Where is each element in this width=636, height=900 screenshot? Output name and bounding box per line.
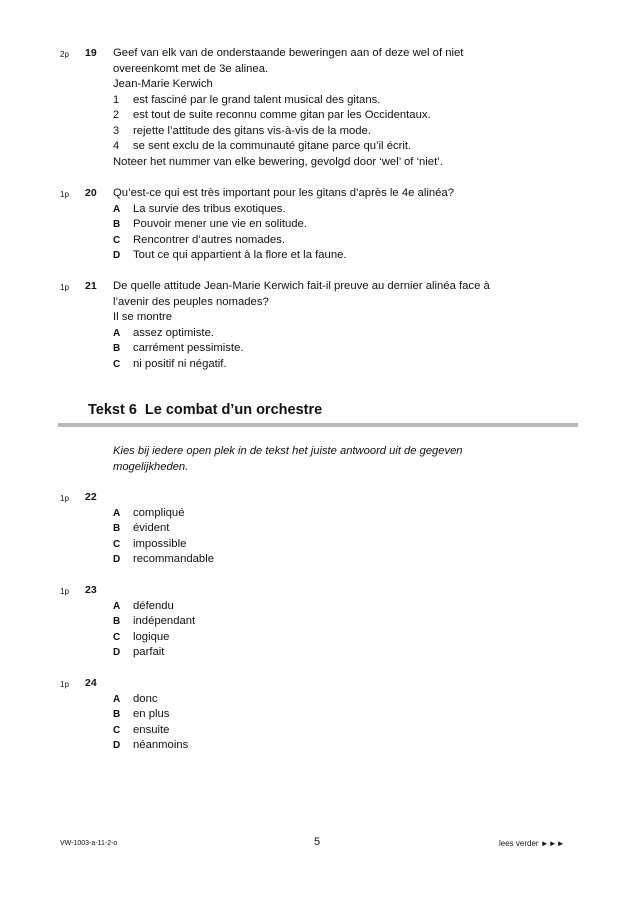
answer-option	[113, 692, 553, 708]
question-text-line: overeenkomt met de 3e alinea.	[113, 62, 269, 75]
question-number: 24	[85, 677, 97, 689]
answer-option	[113, 630, 553, 646]
option-letter: D	[113, 740, 121, 751]
question-text-line: l’avenir des peuples nomades?	[113, 295, 269, 308]
option-text: assez optimiste.	[133, 326, 214, 339]
statement	[113, 124, 553, 140]
question-body	[113, 46, 553, 170]
option-text: logique	[133, 630, 170, 643]
question-text-line: De quelle attitude Jean-Marie Kerwich fait-il preuve au dernier alinéa face à	[113, 280, 490, 292]
section-divider	[58, 423, 578, 427]
statement-number: 1	[113, 93, 120, 106]
answer-option	[113, 552, 553, 568]
question-body	[113, 599, 553, 661]
statement-number: 2	[113, 109, 120, 121]
section-title	[88, 402, 322, 418]
question-number: 21	[85, 280, 97, 292]
section-label: Tekst 6	[88, 402, 137, 418]
points-label: 1p	[60, 283, 69, 292]
option-letter: C	[113, 724, 121, 736]
question-text-line: Il se montre	[113, 311, 173, 323]
points-label: 1p	[60, 587, 69, 596]
option-letter: A	[113, 507, 121, 519]
option-letter: B	[113, 219, 121, 230]
statement	[113, 139, 553, 155]
answer-option	[113, 506, 553, 522]
option-letter: B	[113, 616, 121, 627]
option-text: Tout ce qui appartient à la flore et la faune.	[133, 249, 347, 261]
option-text: néanmoins	[133, 739, 189, 751]
option-text: évident	[133, 522, 170, 534]
answer-option	[113, 233, 553, 249]
option-letter: D	[113, 647, 121, 658]
option-text: parfait	[133, 646, 165, 658]
option-text: impossible	[133, 537, 187, 550]
statement-text: rejette l’attitude des gitans vis-à-vis de la mode.	[133, 124, 371, 137]
answer-option	[113, 537, 553, 553]
option-letter: A	[113, 600, 121, 612]
answer-option	[113, 326, 553, 342]
statement	[113, 108, 553, 124]
option-letter: D	[113, 250, 121, 261]
option-letter: B	[113, 343, 121, 354]
option-letter: D	[113, 554, 121, 565]
option-letter: A	[113, 327, 121, 339]
answer-option	[113, 723, 553, 739]
option-letter: A	[113, 693, 121, 705]
option-letter: A	[113, 203, 121, 215]
option-letter: C	[113, 631, 121, 643]
option-letter: B	[113, 523, 121, 534]
page-number: 5	[314, 836, 321, 848]
points-label: 1p	[60, 190, 69, 199]
option-text: La survie des tribus exotiques.	[133, 202, 286, 215]
answer-option	[113, 645, 553, 661]
instruction-note: Noteer het nummer van elke bewering, gevolgd door ‘wel’ of ‘niet’.	[113, 155, 443, 168]
option-text: en plus	[133, 708, 170, 720]
question-number: 19	[85, 47, 97, 59]
question-number: 22	[85, 491, 97, 503]
answer-option	[113, 521, 553, 537]
answer-option	[113, 357, 553, 373]
continue-label: lees verder ►►►	[499, 839, 565, 848]
exam-code: VW-1003-a-11-2-o	[60, 840, 118, 847]
option-text: indépendant	[133, 615, 196, 627]
option-letter: B	[113, 709, 121, 720]
statement-number: 3	[113, 124, 120, 137]
question-body	[113, 279, 553, 372]
section-heading: Le combat d’un orchestre	[144, 402, 323, 418]
option-text: donc	[133, 692, 158, 705]
answer-option	[113, 217, 553, 233]
option-text: ni positif ni négatif.	[133, 357, 227, 370]
question-text: Qu’est-ce qui est très important pour les gitans d’après le 4e alinéa?	[113, 187, 454, 199]
option-text: Pouvoir mener une vie en solitude.	[133, 218, 307, 230]
question-body	[113, 506, 553, 568]
statement-text: se sent exclu de la communauté gitane parce qu’il écrit.	[133, 140, 412, 152]
option-letter: C	[113, 358, 121, 370]
option-text: ensuite	[133, 723, 170, 736]
answer-option	[113, 614, 553, 630]
points-label: 2p	[60, 50, 69, 59]
statement-text: est fasciné par le grand talent musical des gitans.	[133, 93, 381, 106]
answer-option	[113, 202, 553, 218]
points-label: 1p	[60, 494, 69, 503]
points-label: 1p	[60, 680, 69, 689]
instruction-line: Kies bij iedere open plek in de tekst het juiste antwoord uit de gegeven	[113, 445, 463, 457]
instruction-line: mogelijkheden.	[113, 460, 189, 473]
answer-option	[113, 738, 553, 754]
answer-option	[113, 707, 553, 723]
section-instruction	[113, 444, 553, 475]
question-body	[113, 186, 553, 264]
option-text: carrément pessimiste.	[133, 342, 244, 354]
option-letter: C	[113, 538, 121, 550]
answer-option	[113, 248, 553, 264]
question-body	[113, 692, 553, 754]
question-number: 23	[85, 584, 97, 596]
question-number: 20	[85, 187, 97, 199]
question-text-line: Geef van elk van de onderstaande beweringen aan of deze wel of niet	[113, 47, 464, 59]
option-text: Rencontrer d’autres nomades.	[133, 233, 285, 246]
answer-option	[113, 341, 553, 357]
question-text-line: Jean-Marie Kerwich	[113, 78, 213, 90]
option-text: défendu	[133, 599, 174, 612]
option-text: compliqué	[133, 506, 185, 519]
statement-text: est tout de suite reconnu comme gitan par les Occidentaux.	[133, 109, 431, 121]
statement-number: 4	[113, 140, 120, 152]
statement	[113, 93, 553, 109]
option-letter: C	[113, 234, 121, 246]
option-text: recommandable	[133, 553, 215, 565]
answer-option	[113, 599, 553, 615]
